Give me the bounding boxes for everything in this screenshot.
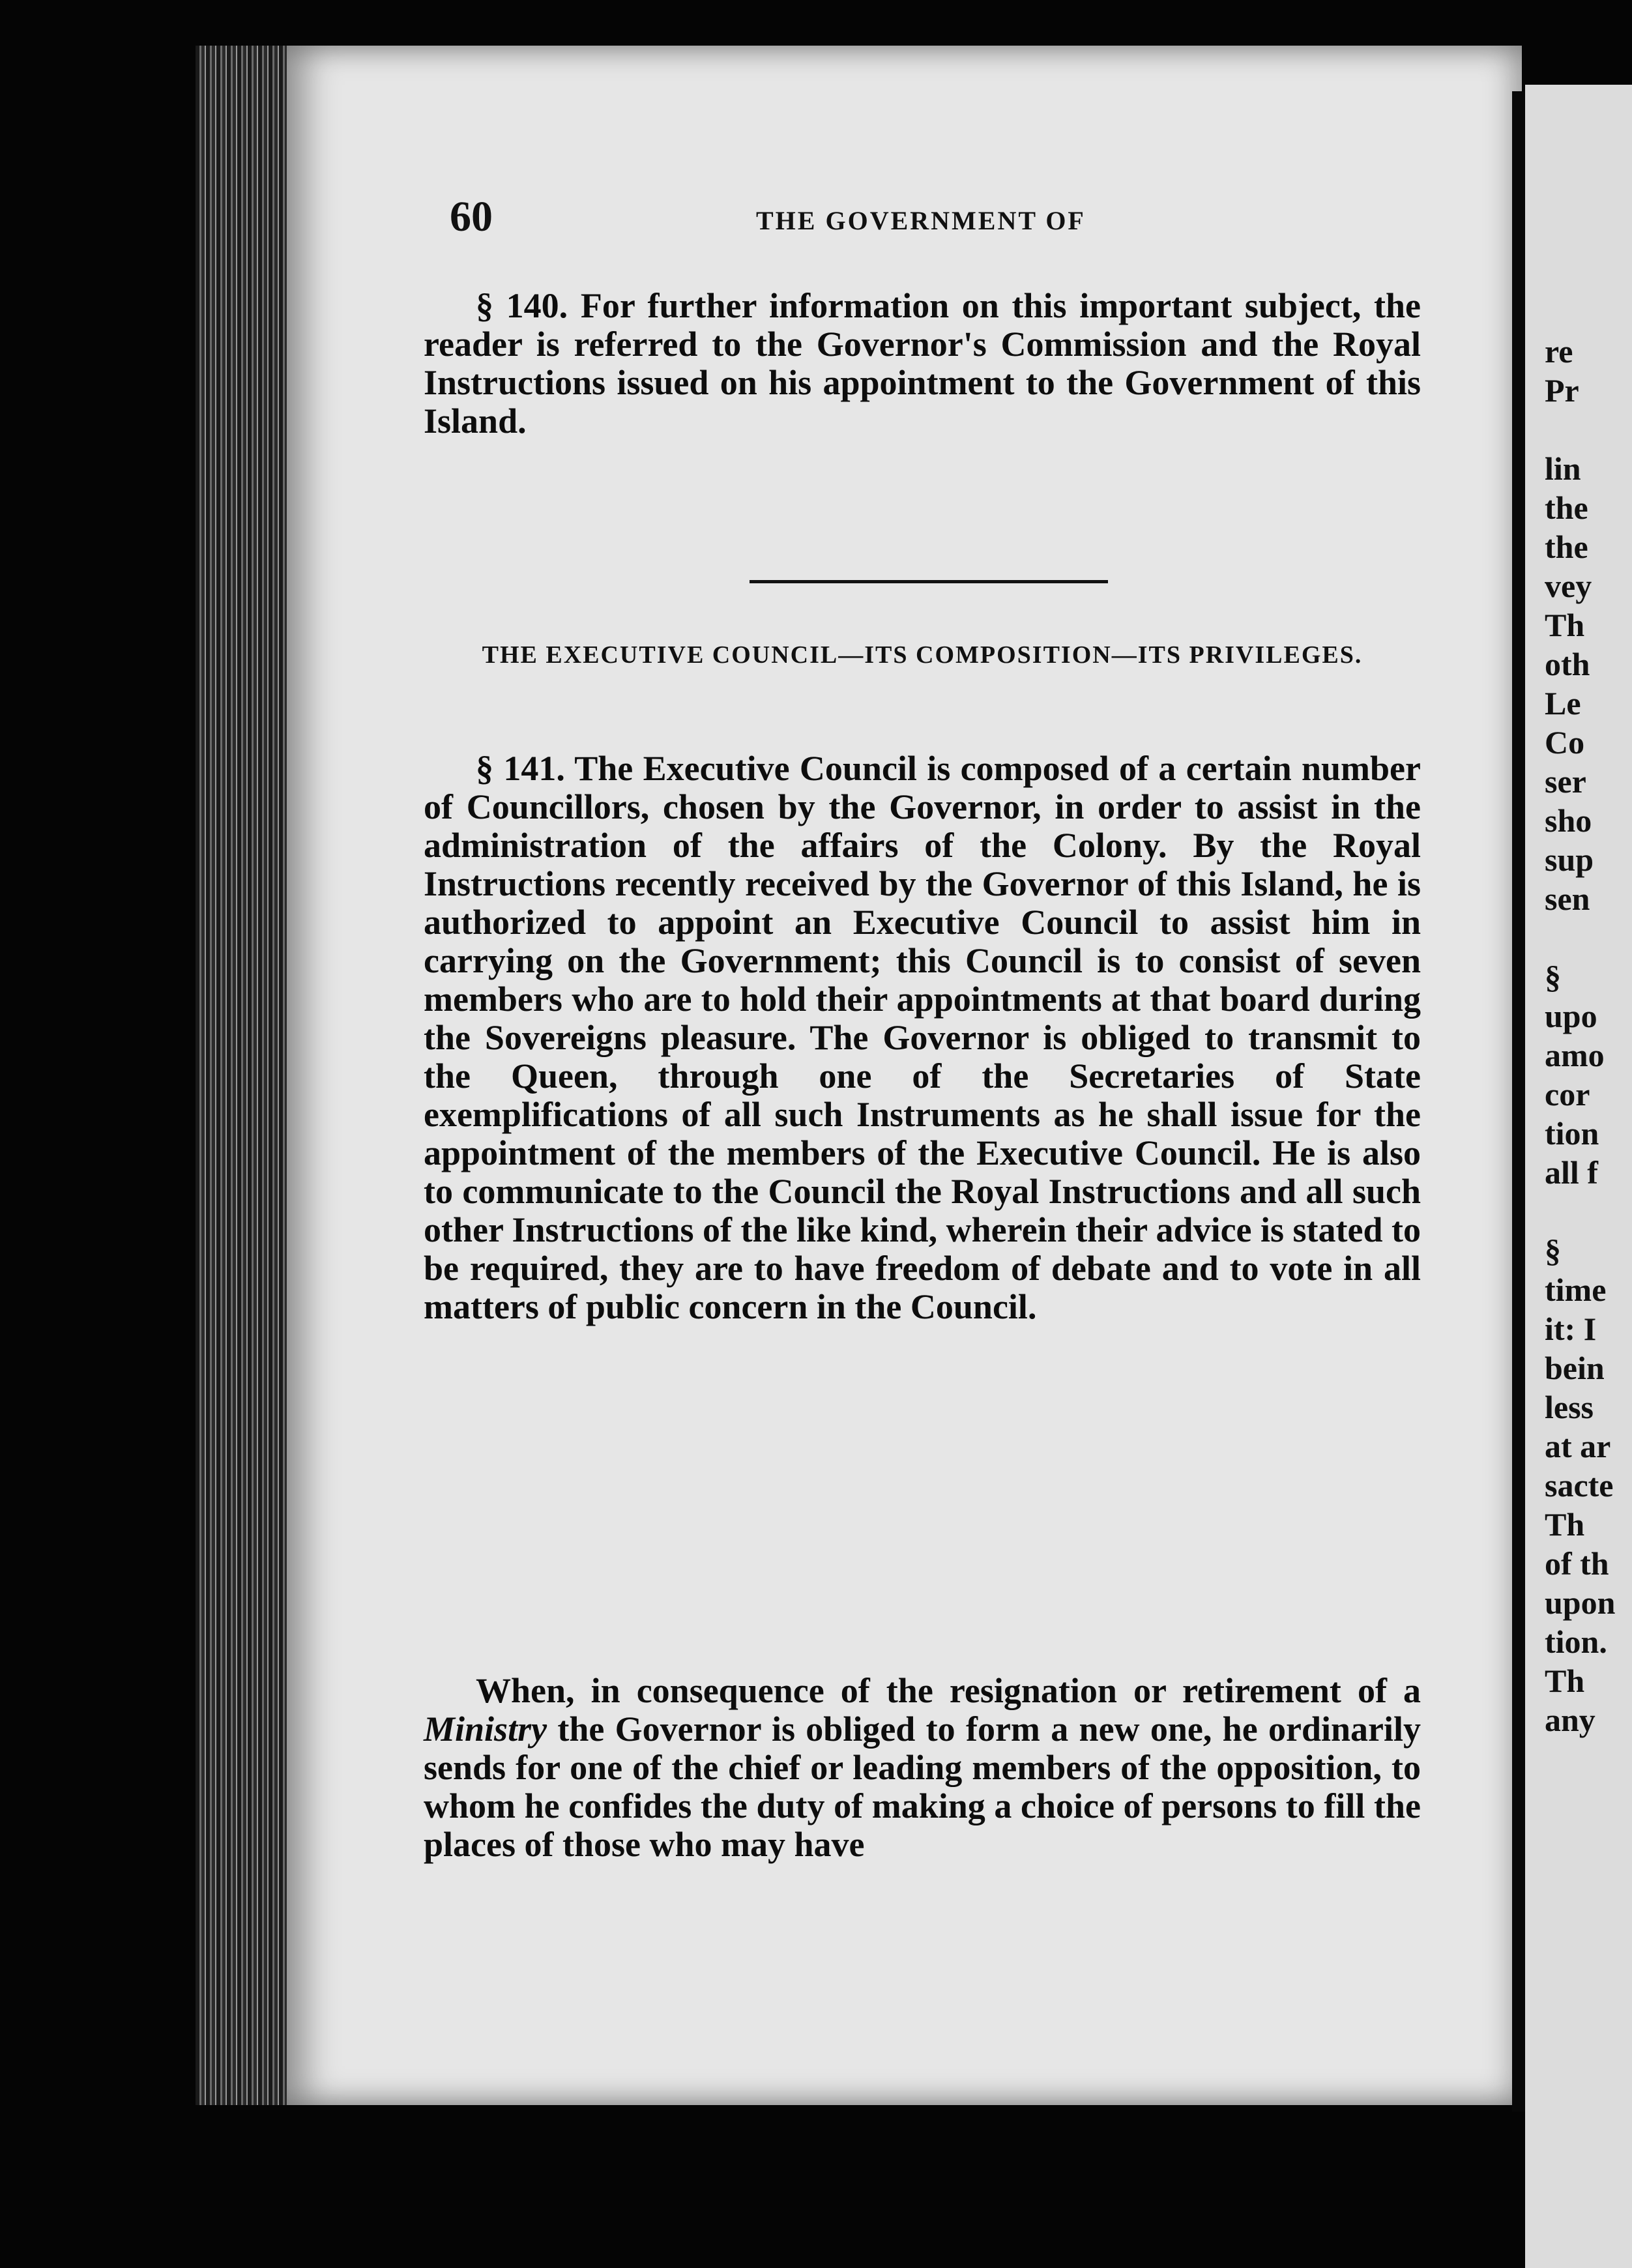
facing-page-line: cor — [1545, 1076, 1590, 1112]
section-140-paragraph — [424, 287, 1421, 441]
facing-page-line: the — [1545, 489, 1588, 526]
facing-page-line: any — [1545, 1702, 1596, 1738]
facing-page-line: tion. — [1545, 1623, 1607, 1660]
facing-page-line: all f — [1545, 1154, 1598, 1191]
facing-page-line: the — [1545, 529, 1588, 565]
facing-page-line: Th — [1545, 1506, 1585, 1543]
facing-page-line: oth — [1545, 646, 1590, 682]
facing-page-line: at ar — [1545, 1428, 1611, 1464]
facing-page-line: § — [1545, 1232, 1561, 1269]
running-head — [450, 192, 1421, 244]
facing-page-line: re — [1545, 333, 1573, 370]
facing-page-line: of th — [1545, 1545, 1609, 1582]
ministry-italic-word: Ministry — [424, 1709, 547, 1749]
facing-page-line: sup — [1545, 841, 1594, 878]
facing-page-line: sen — [1545, 880, 1590, 917]
book-binding-edge — [196, 46, 293, 2105]
facing-page-line: vey — [1545, 568, 1592, 604]
facing-page-line: Th — [1545, 607, 1585, 643]
section-divider-rule — [750, 580, 1108, 583]
facing-page-line: sacte — [1545, 1467, 1614, 1504]
facing-page-line: tion — [1545, 1115, 1599, 1152]
facing-page-line: it: I — [1545, 1311, 1597, 1347]
facing-page-line: bein — [1545, 1350, 1605, 1386]
facing-page-line: § — [1545, 959, 1561, 995]
facing-page-line: upon — [1545, 1584, 1616, 1621]
facing-page-line: time — [1545, 1272, 1607, 1308]
facing-page-line: ser — [1545, 763, 1586, 800]
facing-page-line: Co — [1545, 724, 1585, 761]
facing-page-line: amo — [1545, 1037, 1605, 1073]
facing-page-line: upo — [1545, 998, 1597, 1034]
facing-page-line: sho — [1545, 802, 1592, 839]
ministry-paragraph — [424, 1672, 1421, 1864]
ministry-paragraph-text-before: When, in consequence of the resignation or retirement of a — [476, 1671, 1421, 1710]
running-head-title: THE GOVERNMENT OF — [756, 206, 1086, 235]
facing-page-fragment — [1525, 85, 1632, 2268]
page-number: 60 — [450, 193, 493, 240]
facing-page-line: Th — [1545, 1663, 1585, 1699]
section-141-paragraph — [424, 749, 1421, 1326]
section-140-text: § 140. For further information on this important subject, the reader is referred to the Governor's Commission and the Royal Instructions issued on his appointment to the Government of this Island. — [424, 286, 1421, 441]
section-141-text: § 141. The Executive Council is composed of a certain number of Councillors, chosen by the Governor, in order to assist in the administration of the affairs of the Colony. By the Royal Instructions recently received by the Governor of this Island, he is authorized to appoint an Executive Council to assist him in carrying on the Government; this Council is to consist of seven members who are to hold their appointments at that board during the Sovereigns pleasure. The Governor is obliged to transmit to the Queen, through one of the Secretaries of State exemplifications of all such Instruments as he shall issue for the appointment of the members of the Executive Council. He is also to communicate to the Council the Royal Instructions and all such other Instructions of the like kind, wherein their advice is stated to be required, they are to have freedom of debate and to vote in all matters of public concern in the Council. — [424, 749, 1421, 1326]
facing-page-line: Pr — [1545, 372, 1579, 409]
facing-page-line: lin — [1545, 450, 1581, 487]
facing-page-line: Le — [1545, 685, 1581, 721]
facing-page-line: less — [1545, 1389, 1594, 1425]
section-heading: THE EXECUTIVE COUNCIL—ITS COMPOSITION—ITS PRIVILEGES. — [482, 641, 1363, 669]
ministry-paragraph-text-after: the Governor is obliged to form a new one, he ordinarily sends for one of the chief or leading members of the opposition, to whom he confides the duty of making a choice of persons to fill the places of those who may have — [424, 1709, 1421, 1864]
